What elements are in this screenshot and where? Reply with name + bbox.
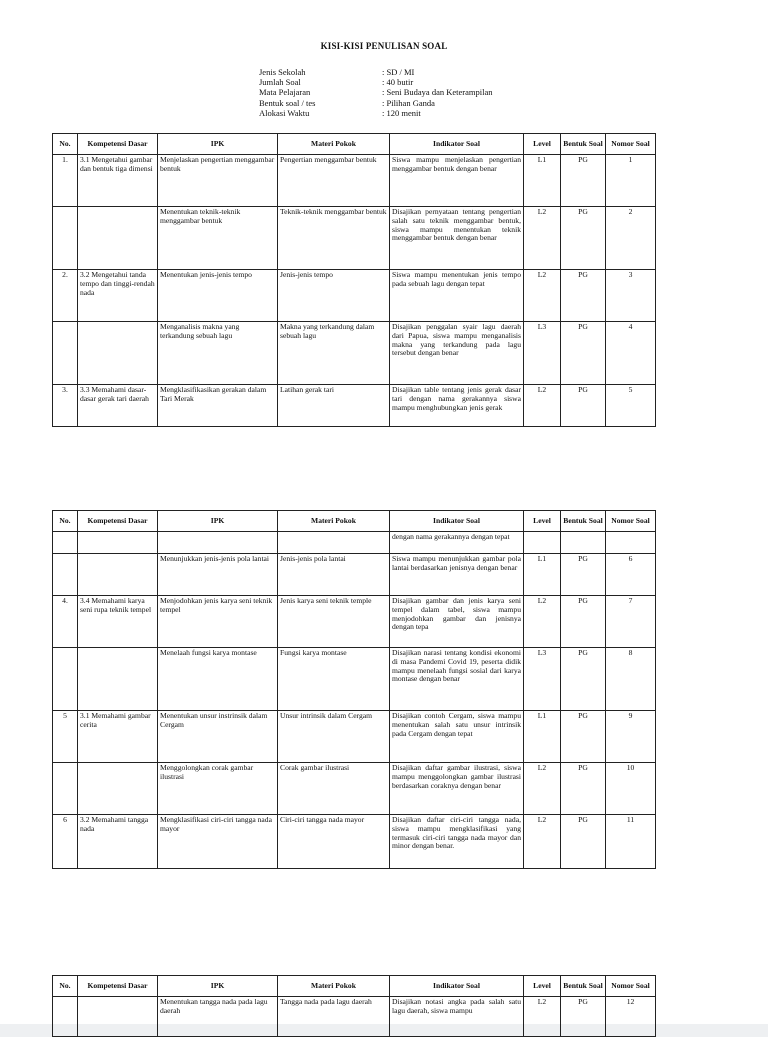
cell-nomor-soal: 9	[606, 711, 656, 763]
cell-ipk: Menjelaskan pengertian menggambar bentuk	[158, 155, 278, 207]
cell-no	[53, 532, 78, 554]
cell-level	[524, 532, 561, 554]
header-bentuk-soal: Bentuk Soal	[561, 976, 606, 997]
info-value: : Pilihan Ganda	[382, 97, 435, 108]
cell-indikator-soal: Disajikan daftar ciri-ciri tangga nada, siswa mampu mengklasifikasi yang termasuk ciri-ciri tangga nada mayor dan minor dengan benar.	[390, 815, 524, 869]
cell-materi-pokok: Jenis karya seni teknik temple	[278, 596, 390, 648]
cell-nomor-soal: 6	[606, 554, 656, 596]
header-kompetensi-dasar: Kompetensi Dasar	[78, 511, 158, 532]
cell-bentuk-soal: PG	[561, 322, 606, 385]
cell-no: 1.	[53, 155, 78, 207]
cell-nomor-soal: 7	[606, 596, 656, 648]
info-value: : Seni Budaya dan Keterampilan	[382, 87, 493, 98]
cell-indikator-soal: Disajikan notasi angka pada salah satu lagu daerah, siswa mampu	[390, 997, 524, 1037]
cell-level: L2	[524, 596, 561, 648]
header-no: No.	[53, 511, 78, 532]
header-bentuk-soal: Bentuk Soal	[561, 134, 606, 155]
table-row	[53, 596, 656, 648]
cell-level: L1	[524, 155, 561, 207]
cell-bentuk-soal: PG	[561, 763, 606, 815]
cell-bentuk-soal: PG	[561, 648, 606, 711]
cell-materi-pokok: Unsur intrinsik dalam Cergam	[278, 711, 390, 763]
header-materi-pokok: Materi Pokok	[278, 134, 390, 155]
cell-level: L2	[524, 815, 561, 869]
cell-kompetensi-dasar: 3.1 Mengetahui gambar dan bentuk tiga dimensi	[78, 155, 158, 207]
info-row	[259, 67, 492, 77]
cell-no	[53, 763, 78, 815]
cell-ipk: Menelaah fungsi karya montase	[158, 648, 278, 711]
info-block	[259, 67, 492, 118]
cell-materi-pokok: Fungsi karya montase	[278, 648, 390, 711]
info-row	[259, 77, 492, 87]
info-value: : 40 butir	[382, 77, 414, 88]
info-value: : 120 menit	[382, 107, 421, 118]
cell-level: L2	[524, 763, 561, 815]
cell-ipk: Menentukan jenis-jenis tempo	[158, 270, 278, 322]
cell-indikator-soal: Disajikan table tentang jenis gerak dasar tari dengan nama gerakannya siswa mampu menghubungkan jenis gerak	[390, 385, 524, 427]
cell-indikator-soal: Disajikan gambar dan jenis karya seni tempel dalam tabel, siswa mampu menjodohkan gambar dan jenisnya dengan tepa	[390, 596, 524, 648]
table-row	[53, 322, 656, 385]
cell-materi-pokok: Jenis-jenis pola lantai	[278, 554, 390, 596]
cell-bentuk-soal: PG	[561, 155, 606, 207]
header-ipk: IPK	[158, 134, 278, 155]
info-row	[259, 98, 492, 108]
info-value: : SD / MI	[382, 67, 415, 77]
cell-indikator-soal: Disajikan pernyataan tentang pengertian salah satu teknik menggambar bentuk, siswa mampu menentukan teknik menggambar bentuk dengan benar	[390, 207, 524, 270]
table-row	[53, 270, 656, 322]
table-row	[53, 648, 656, 711]
cell-level: L1	[524, 711, 561, 763]
cell-nomor-soal: 8	[606, 648, 656, 711]
cell-no	[53, 648, 78, 711]
cell-bentuk-soal: PG	[561, 815, 606, 869]
cell-level: L2	[524, 207, 561, 270]
cell-no: 4.	[53, 596, 78, 648]
cell-kompetensi-dasar	[78, 532, 158, 554]
cell-indikator-soal: Siswa mampu menunjukkan gambar pola lantai berdasarkan jenisnya dengan benar	[390, 554, 524, 596]
cell-kompetensi-dasar	[78, 997, 158, 1037]
table-row	[53, 532, 656, 554]
header-level: Level	[524, 976, 561, 997]
header-kompetensi-dasar: Kompetensi Dasar	[78, 134, 158, 155]
cell-ipk: Mengklasifikasikan gerakan dalam Tari Merak	[158, 385, 278, 427]
cell-indikator-soal: Disajikan narasi tentang kondisi ekonomi di masa Pandemi Covid 19, peserta didik mampu menelaah fungsi sosial dari karya montase dengan benar	[390, 648, 524, 711]
cell-kompetensi-dasar: 3.2 Memahami tangga nada	[78, 815, 158, 869]
cell-materi-pokok: Latihan gerak tari	[278, 385, 390, 427]
cell-indikator-soal: Disajikan contoh Cergam, siswa mampu menentukan salah satu unsur intrinsik pada Cergam dengan tepat	[390, 711, 524, 763]
cell-materi-pokok: Makna yang terkandung dalam sebuah lagu	[278, 322, 390, 385]
header-row	[53, 976, 656, 997]
header-bentuk-soal: Bentuk Soal	[561, 511, 606, 532]
cell-nomor-soal: 3	[606, 270, 656, 322]
cell-kompetensi-dasar: 3.2 Mengetahui tanda tempo dan tinggi-rendah nada	[78, 270, 158, 322]
cell-bentuk-soal: PG	[561, 385, 606, 427]
cell-bentuk-soal: PG	[561, 596, 606, 648]
header-materi-pokok: Materi Pokok	[278, 976, 390, 997]
cell-nomor-soal: 12	[606, 997, 656, 1037]
cell-bentuk-soal: PG	[561, 270, 606, 322]
header-nomor-soal: Nomor Soal	[606, 134, 656, 155]
header-no: No.	[53, 976, 78, 997]
cell-no: 5	[53, 711, 78, 763]
cell-nomor-soal: 11	[606, 815, 656, 869]
header-ipk: IPK	[158, 976, 278, 997]
cell-ipk: Mengklasifikasi ciri-ciri tangga nada mayor	[158, 815, 278, 869]
kisi-table-2	[52, 510, 656, 869]
cell-ipk: Menentukan tangga nada pada lagu daerah	[158, 997, 278, 1037]
cell-ipk: Menggolongkan corak gambar ilustrasi	[158, 763, 278, 815]
header-row	[53, 511, 656, 532]
cell-materi-pokok: Teknik-teknik menggambar bentuk	[278, 207, 390, 270]
cell-nomor-soal: 2	[606, 207, 656, 270]
cell-ipk	[158, 532, 278, 554]
cell-ipk: Menjodohkan jenis karya seni teknik tempel	[158, 596, 278, 648]
cell-kompetensi-dasar	[78, 322, 158, 385]
cell-bentuk-soal	[561, 532, 606, 554]
table-row	[53, 763, 656, 815]
cell-no: 6	[53, 815, 78, 869]
table-row	[53, 997, 656, 1037]
cell-level: L2	[524, 997, 561, 1037]
header-level: Level	[524, 134, 561, 155]
cell-nomor-soal: 10	[606, 763, 656, 815]
info-label: Alokasi Waktu	[259, 107, 310, 118]
cell-materi-pokok: Jenis-jenis tempo	[278, 270, 390, 322]
cell-indikator-soal: Siswa mampu menjelaskan pengertian menggambar bentuk dengan benar	[390, 155, 524, 207]
info-label: Jumlah Soal	[259, 77, 301, 88]
cell-ipk: Menganalisis makna yang terkandung sebuah lagu	[158, 322, 278, 385]
kisi-table-3	[52, 975, 656, 1037]
cell-bentuk-soal: PG	[561, 554, 606, 596]
info-row	[259, 108, 492, 118]
table-row	[53, 155, 656, 207]
table-row	[53, 554, 656, 596]
header-no: No.	[53, 134, 78, 155]
cell-no	[53, 322, 78, 385]
cell-no	[53, 554, 78, 596]
cell-level: L1	[524, 554, 561, 596]
cell-ipk: Menentukan teknik-teknik menggambar bentuk	[158, 207, 278, 270]
cell-no	[53, 997, 78, 1037]
cell-kompetensi-dasar: 3.4 Memahami karya seni rupa teknik tempel	[78, 596, 158, 648]
cell-level: L2	[524, 385, 561, 427]
cell-materi-pokok: Corak gambar ilustrasi	[278, 763, 390, 815]
cell-kompetensi-dasar: 3.3 Memahami dasar-dasar gerak tari daerah	[78, 385, 158, 427]
table-row	[53, 815, 656, 869]
cell-ipk: Menunjukkan jenis-jenis pola lantai	[158, 554, 278, 596]
table-row	[53, 385, 656, 427]
cell-kompetensi-dasar	[78, 554, 158, 596]
info-label: Bentuk soal / tes	[259, 97, 316, 108]
table-row	[53, 207, 656, 270]
cell-indikator-soal: Disajikan daftar gambar ilustrasi, siswa mampu menggolongkan gambar ilustrasi berdasarkan coraknya dengan benar	[390, 763, 524, 815]
cell-nomor-soal: 1	[606, 155, 656, 207]
header-materi-pokok: Materi Pokok	[278, 511, 390, 532]
header-ipk: IPK	[158, 511, 278, 532]
cell-kompetensi-dasar	[78, 763, 158, 815]
cell-ipk: Menentukan unsur instrinsik dalam Cergam	[158, 711, 278, 763]
cell-bentuk-soal: PG	[561, 711, 606, 763]
cell-materi-pokok: Pengertian menggambar bentuk	[278, 155, 390, 207]
cell-nomor-soal: 5	[606, 385, 656, 427]
cell-nomor-soal	[606, 532, 656, 554]
cell-level: L3	[524, 322, 561, 385]
info-label: Mata Pelajaran	[259, 87, 311, 98]
cell-materi-pokok	[278, 532, 390, 554]
header-row	[53, 134, 656, 155]
cell-kompetensi-dasar: 3.1 Memahami gambar cerita	[78, 711, 158, 763]
cell-no: 3.	[53, 385, 78, 427]
cell-indikator-soal: Siswa mampu menentukan jenis tempo pada sebuah lagu dengan tepat	[390, 270, 524, 322]
header-indikator-soal: Indikator Soal	[390, 511, 524, 532]
info-label: Jenis Sekolah	[259, 67, 306, 77]
document-title: KISI-KISI PENULISAN SOAL	[320, 41, 448, 51]
cell-no	[53, 207, 78, 270]
table-row	[53, 711, 656, 763]
cell-materi-pokok: Tangga nada pada lagu daerah	[278, 997, 390, 1037]
header-kompetensi-dasar: Kompetensi Dasar	[78, 976, 158, 997]
cell-bentuk-soal: PG	[561, 997, 606, 1037]
kisi-table-1	[52, 133, 656, 427]
cell-indikator-soal: dengan nama gerakannya dengan tepat	[390, 532, 524, 554]
cell-materi-pokok: Ciri-ciri tangga nada mayor	[278, 815, 390, 869]
cell-kompetensi-dasar	[78, 207, 158, 270]
cell-level: L3	[524, 648, 561, 711]
header-indikator-soal: Indikator Soal	[390, 134, 524, 155]
header-nomor-soal: Nomor Soal	[606, 511, 656, 532]
header-level: Level	[524, 511, 561, 532]
cell-bentuk-soal: PG	[561, 207, 606, 270]
cell-indikator-soal: Disajikan penggalan syair lagu daerah dari Papua, siswa mampu menganalisis makna yang terkandung pada lagu tersebut dengan benar	[390, 322, 524, 385]
cell-no: 2.	[53, 270, 78, 322]
cell-nomor-soal: 4	[606, 322, 656, 385]
header-nomor-soal: Nomor Soal	[606, 976, 656, 997]
header-indikator-soal: Indikator Soal	[390, 976, 524, 997]
cell-level: L2	[524, 270, 561, 322]
info-row	[259, 87, 492, 97]
cell-kompetensi-dasar	[78, 648, 158, 711]
